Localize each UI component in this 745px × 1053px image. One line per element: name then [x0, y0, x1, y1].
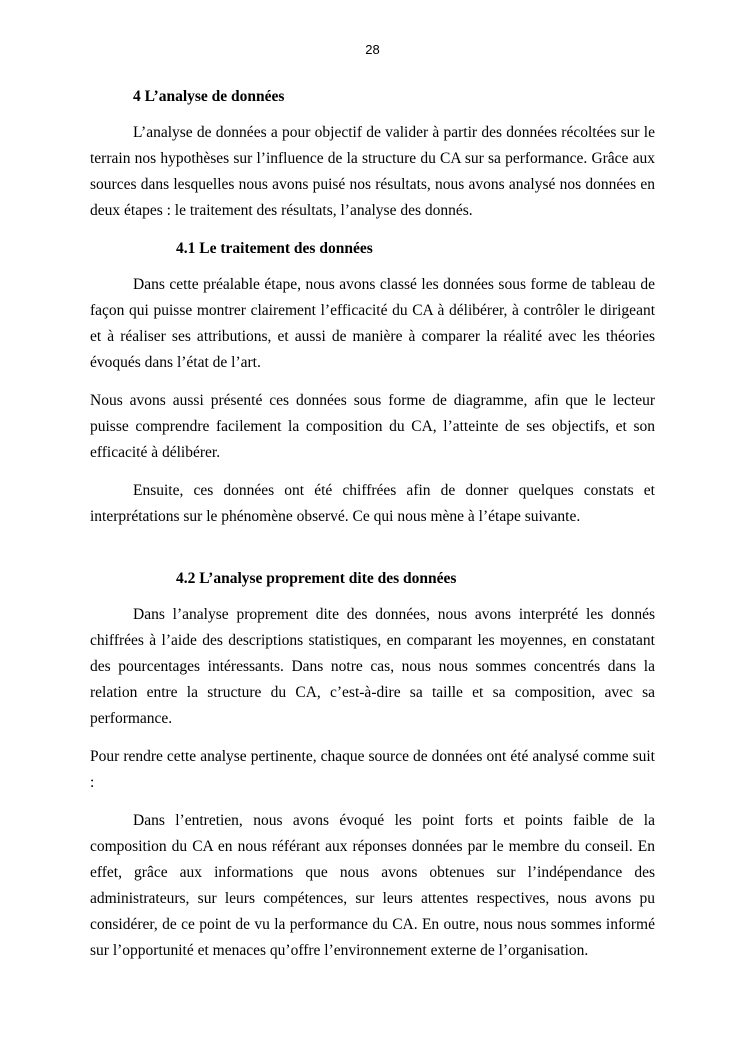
section-4-1-paragraph-1: Dans cette préalable étape, nous avons classé les données sous forme de tableau de façon qui puisse montrer clairement l’efficacité du CA à délibérer, à contrôler le dirigeant et à réaliser ses attributions, et aussi de manière à comparer la réalité avec les théories évoqués dans l’état de l’art. — [90, 276, 655, 371]
section-4-2-paragraph-3: Dans l’entretien, nous avons évoqué les point forts et points faible de la composition du CA en nous référant aux réponses données par le membre du conseil. En effet, grâce aux informations que nous avons obtenues sur l’indépendance des administrateurs, sur leurs compétences, sur leurs attentes respectives, nous avons pu considérer, de ce point de vu la performance du CA. En outre, nous nous sommes informé sur l’opportunité et menaces qu’offre l’environnement externe de l’organisation. — [90, 812, 655, 959]
section-heading-4-1: 4.1 Le traitement des données — [176, 240, 373, 257]
section-4-1-paragraph-2: Nous avons aussi présenté ces données sous forme de diagramme, afin que le lecteur puisse comprendre facilement la composition du CA, l’atteinte de ses objectifs, et son efficacité à délibérer. — [90, 392, 655, 461]
section-4-2-paragraph-2: Pour rendre cette analyse pertinente, chaque source de données ont été analysé comme suit : — [90, 748, 655, 791]
section-4-1-paragraph-3: Ensuite, ces données ont été chiffrées afin de donner quelques constats et interprétations sur le phénomène observé. Ce qui nous mène à l’étape suivante. — [90, 482, 655, 525]
chapter-heading: 4 L’analyse de données — [133, 88, 285, 105]
section-4-2-paragraph-1: Dans l’analyse proprement dite des données, nous avons interprété les donnés chiffrées à l’aide des descriptions statistiques, en comparant les moyennes, en constatant des pourcentages intéressants. Dans notre cas, nous nous sommes concentrés dans la relation entre la structure du CA, c’est-à-dire sa taille et sa composition, avec sa performance. — [90, 606, 655, 727]
page-number: 28 — [365, 42, 380, 57]
intro-paragraph: L’analyse de données a pour objectif de valider à partir des données récoltées sur le terrain nos hypothèses sur l’influence de la structure du CA sur sa performance. Grâce aux sources dans lesquelles nous avons puisé nos résultats, nous avons analysé nos données en deux étapes : le traitement des résultats, l’analyse des donnés. — [90, 124, 655, 219]
section-heading-4-2: 4.2 L’analyse proprement dite des données — [176, 570, 457, 587]
